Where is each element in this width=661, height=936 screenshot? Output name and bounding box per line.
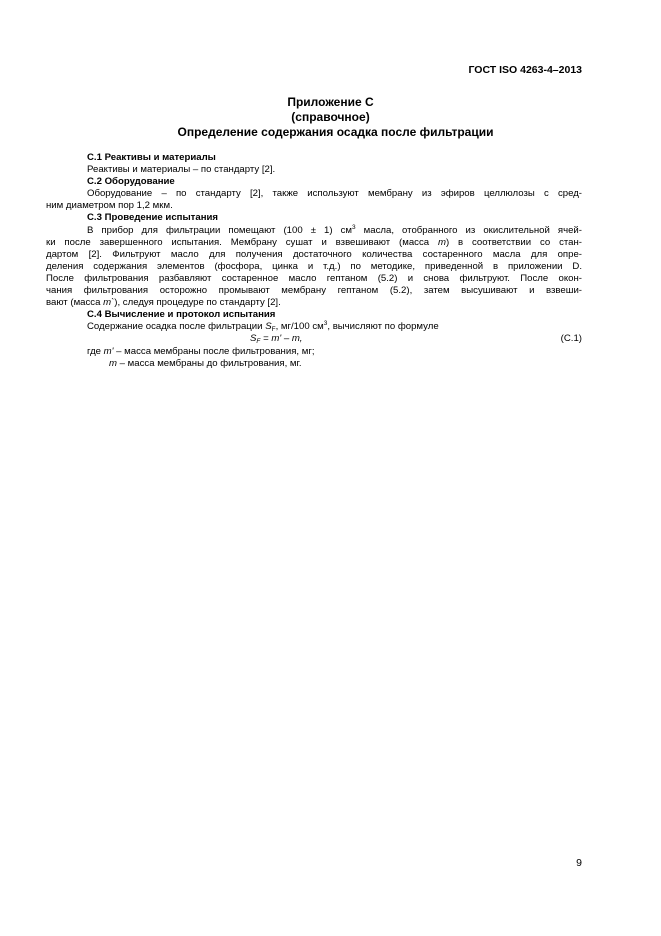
- section-c1-heading: С.1 Реактивы и материалы: [87, 152, 216, 163]
- text-run: ) в соответствии со стан-: [445, 236, 582, 248]
- page-number: 9: [576, 857, 582, 869]
- text-run: S: [250, 333, 257, 345]
- text-run: , вычисляют по формуле: [327, 321, 439, 333]
- text-run: масла, отобранного из окислительной ячей-: [355, 224, 582, 236]
- section-c3-paragraph: [46, 225, 582, 310]
- where-line-1: [46, 346, 582, 358]
- subscript: F: [256, 338, 261, 346]
- text-run: – масса мембраны после фильтрования, мг;: [113, 345, 315, 357]
- section-c2-paragraph: [46, 188, 582, 212]
- text-run: , мг/100 см: [275, 321, 324, 333]
- text-run: вают (масса: [46, 297, 104, 309]
- appendix-label: Приложение С: [287, 95, 374, 109]
- section-c3-heading: С.3 Проведение испытания: [87, 212, 218, 224]
- section-c3-line: дартом [2]. Фильтруют масло для получения достаточного количества состаренного масла для опре-: [46, 248, 582, 260]
- variable: m: [437, 236, 446, 248]
- section-c3-line: чания фильтрования осторожно промывают мембрану гептаном (5.2), затем высушивают и взвеши-: [46, 285, 582, 297]
- document-body: [46, 152, 582, 370]
- superscript: 3: [323, 320, 328, 328]
- variable: m`: [103, 297, 115, 309]
- text-run: В прибор для фильтрации помещают (100 ± 1) см: [87, 224, 352, 236]
- text-run: где: [87, 345, 104, 357]
- appendix-type: (справочное): [291, 110, 370, 124]
- section-c2-heading: С.2 Оборудование: [87, 176, 175, 188]
- section-c3-line: [46, 237, 582, 249]
- text-run: – масса мембраны до фильтрования, мг.: [117, 357, 302, 369]
- section-c3-line: [46, 297, 582, 309]
- text-run: ки после завершенного испытания. Мембрану сушат и взвешивают (масса: [46, 236, 438, 248]
- appendix-title-block: [0, 95, 661, 140]
- text-run: Содержание осадка после фильтрации: [87, 321, 266, 333]
- appendix-name: Определение содержания осадка после фильтрации: [177, 125, 494, 139]
- formula-number: (С.1): [560, 333, 582, 345]
- superscript: 3: [352, 223, 356, 231]
- formula-expression: [250, 333, 302, 345]
- section-c4-intro: [46, 321, 582, 333]
- subscript: F: [271, 326, 276, 334]
- section-c2-line: Оборудование – по стандарту [2], также используют мембрану из эфиров целлюлозы с сред-: [87, 188, 582, 200]
- section-c3-line: [46, 225, 582, 237]
- document-id-header: ГОСТ ISO 4263-4–2013: [468, 64, 582, 76]
- variable: m': [103, 345, 114, 357]
- where-line-2: [46, 358, 582, 370]
- formula-c1: [46, 333, 582, 345]
- variable: S: [265, 321, 272, 333]
- section-c3-line: деления содержания элементов (фосфора, цинка и т.д.) по методике, приведенной в приложении D.: [46, 260, 582, 272]
- section-c4-heading: С.4 Вычисление и протокол испытания: [87, 309, 276, 321]
- text-run: ), следуя процедуре по стандарту [2].: [114, 297, 281, 309]
- section-c1-text: Реактивы и материалы – по стандарту [2].: [87, 164, 276, 176]
- section-c2-line: ним диаметром пор 1,2 мкм.: [46, 200, 173, 212]
- section-c3-line: После фильтрования разбавляют состаренное масло гептаном (5.2) и снова фильтруют. После окон-: [46, 272, 582, 284]
- text-run: = m' – m,: [260, 333, 303, 345]
- variable: m: [109, 357, 117, 369]
